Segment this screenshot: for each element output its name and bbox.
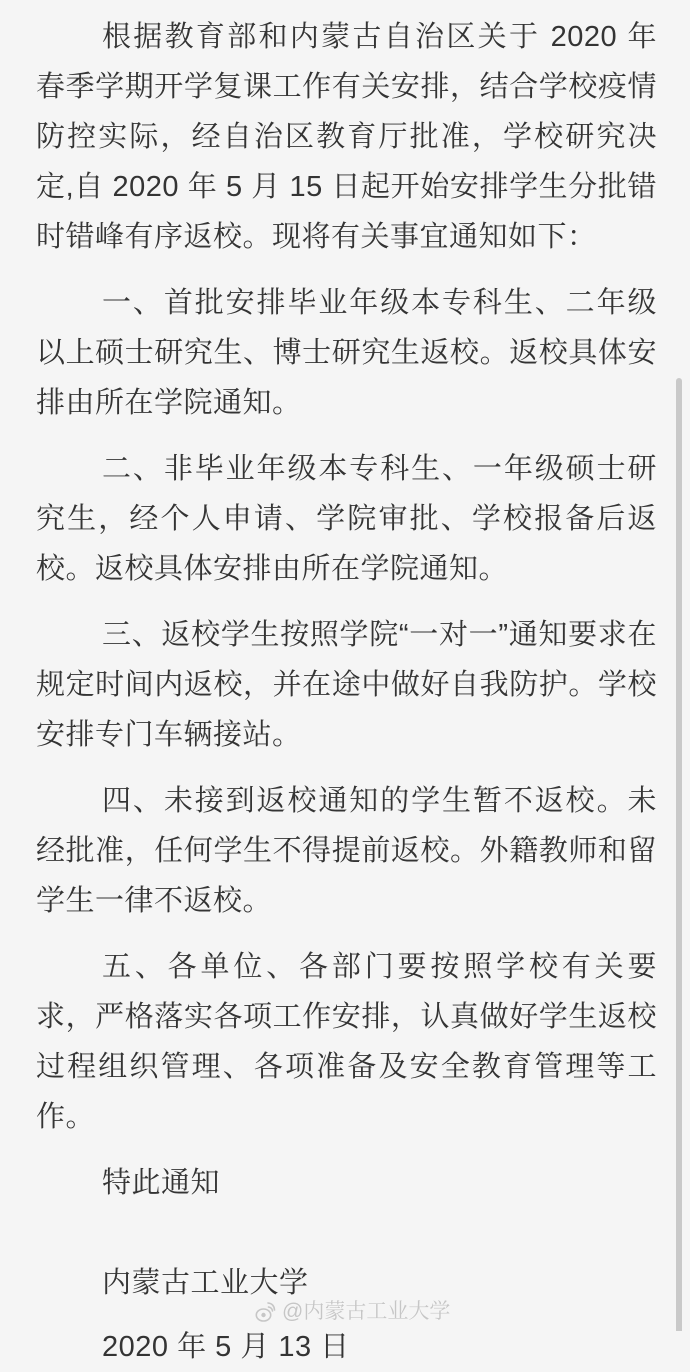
- notice-paragraph-3: 二、非毕业年级本专科生、一年级硕士研究生，经个人申请、学院审批、学校报备后返校。返校具体安排由所在学院通知。: [36, 453, 657, 585]
- watermark: [253, 1298, 450, 1326]
- weibo-icon: [253, 1299, 279, 1325]
- notice-paragraph-2: 一、首批安排毕业年级本专科生、二年级以上硕士研究生、博士研究生返校。返校具体安排由所在学院通知。: [36, 287, 657, 419]
- notice-paragraph-4: 三、返校学生按照学院“一对一”通知要求在规定时间内返校，并在途中做好自我防护。学校安排专门车辆接站。: [36, 619, 657, 751]
- paragraph-list: [36, 12, 657, 1142]
- watermark-text: @内蒙古工业大学: [282, 1300, 451, 1323]
- notice-paragraph-5: 四、未接到返校通知的学生暂不返校。未经批准，任何学生不得提前返校。外籍教师和留学生一律不返校。: [36, 785, 657, 917]
- signature-line: 内蒙古工业大学: [102, 1267, 309, 1299]
- closing-line: 特此通知: [102, 1167, 221, 1199]
- date-line: 2020 年 5 月 13 日: [102, 1331, 350, 1363]
- scrollbar-thumb[interactable]: [676, 378, 682, 1331]
- notice-paragraph-1: 根据教育部和内蒙古自治区关于 2020 年春季学期开学复课工作有关安排，结合学校疫情防控实际，经自治区教育厅批准，学校研究决定,自 2020 年 5 月 15 日起开始安排学生分批错时错峰有序返校。现将有关事宜通知如下：: [36, 21, 657, 253]
- notice-paragraph-6: 五、各单位、各部门要按照学校有关要求，严格落实各项工作安排，认真做好学生返校过程组织管理、各项准备及安全教育管理等工作。: [36, 951, 657, 1133]
